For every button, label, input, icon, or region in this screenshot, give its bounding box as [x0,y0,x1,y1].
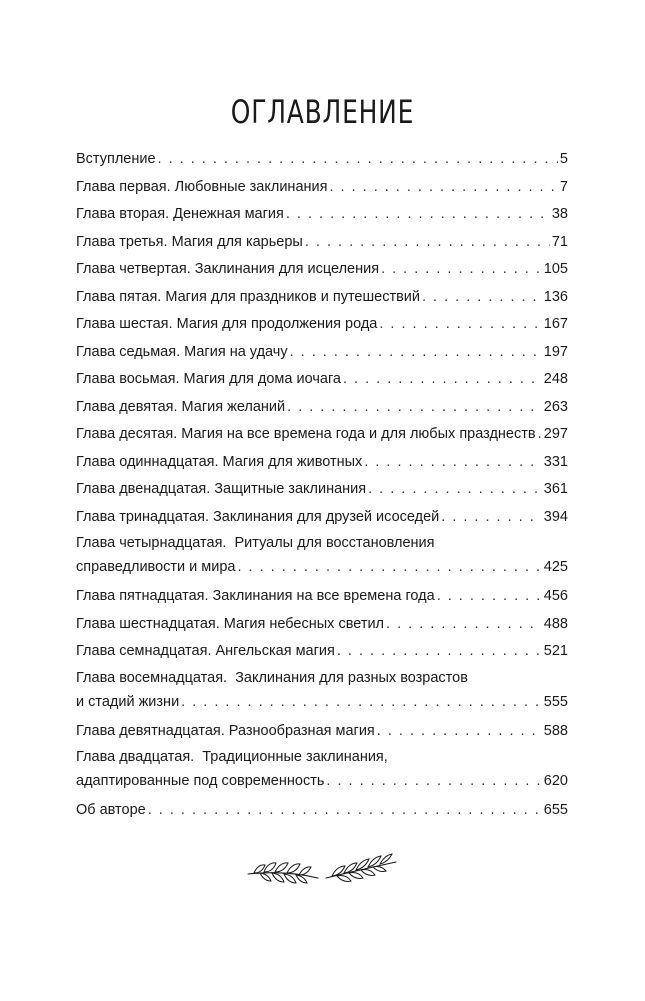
toc-subtitle: Разнообразная магия [228,722,375,739]
toc-entry[interactable] [76,583,568,611]
toc-chapter: Об авторе [76,802,146,818]
dot-leader [422,284,542,312]
toc-entry[interactable] [76,797,568,825]
dot-leader [377,718,542,746]
toc-chapter: Вступление [76,151,156,167]
toc-subtitle: Любовные заклинания [174,178,328,195]
toc-page-number: 105 [543,261,568,277]
toc-subtitle-continuation: адаптированные под современность [76,773,325,789]
toc-subtitle: Магия желаний [181,398,286,415]
toc-chapter: Глава первая. [76,178,171,195]
dot-leader [181,690,542,714]
toc-page-number: 263 [543,398,568,415]
toc-chapter: Глава шестнадцатая. [76,615,220,632]
toc-entry[interactable] [76,745,568,793]
toc-page-number: 331 [543,453,568,470]
laurel-branches-icon [240,848,404,888]
dot-leader [441,504,542,532]
toc-subtitle: Заклинания для разных возрастов [235,669,468,686]
toc-page-number: 555 [543,693,568,710]
toc-chapter: Глава пятнадцатая. [76,588,209,604]
toc-page-number: 297 [543,426,568,442]
dot-leader [329,174,557,202]
toc-subtitle: Денежная магия [173,206,284,222]
toc-entry-second-line [76,555,568,579]
toc-subtitle-continuation: справедливости и мира [76,559,236,575]
toc-chapter: Глава девятая. [76,398,178,415]
toc-entry[interactable] [76,421,568,449]
dot-leader [368,476,542,504]
toc-entry[interactable] [76,284,568,312]
toc-subtitle: Традиционные заклинания, [202,749,388,765]
toc-entry[interactable] [76,229,568,257]
toc-entry[interactable] [76,666,568,714]
toc-subtitle: Ритуалы для восстановления [234,535,435,551]
dot-leader [337,638,542,666]
toc-chapter: Глава восьмая. [76,371,180,387]
page-title: ОГЛАВЛЕНИЕ [230,93,415,132]
toc-chapter: Глава восемнадцатая. [76,669,228,686]
toc-chapter: Глава третья. [76,233,168,250]
toc-entry[interactable] [76,256,568,284]
toc-subtitle: Защитные заклинания [214,481,367,497]
toc-chapter: Глава семнадцатая. [76,643,212,659]
dot-leader [364,449,541,477]
toc-entry[interactable] [76,718,568,746]
dot-leader [290,339,542,367]
toc-page-number: 361 [543,481,568,497]
toc-entry[interactable] [76,611,568,639]
toc-page-number: 167 [543,316,568,332]
toc-entry-first-line [76,745,568,769]
dot-leader [343,366,542,394]
toc-page-number: 588 [543,722,568,739]
toc-subtitle: Магия для карьеры [171,233,303,250]
dot-leader [305,229,550,257]
toc-subtitle: Магия для праздников и путешествий [165,288,420,305]
toc-page-number: 136 [543,288,568,305]
toc-page-number: 521 [543,643,568,659]
toc-chapter: Глава десятая. [76,426,178,442]
toc-subtitle: Магия для продолжения рода [176,316,378,332]
toc-subtitle: Ангельская магия [215,643,335,659]
toc-page-number: 5 [559,151,568,167]
toc-entry-first-line [76,666,568,690]
dot-leader [158,146,558,174]
toc-page-number: 7 [559,178,568,195]
toc-chapter: Глава четырнадцатая. [76,535,227,551]
toc-subtitle: Магия для дома иочага [183,371,341,387]
toc-entry[interactable] [76,339,568,367]
dot-leader [386,611,542,639]
toc-subtitle: Магия небесных светил [223,615,385,632]
toc-page-number: 71 [551,233,568,250]
toc-entry[interactable] [76,449,568,477]
toc-entry[interactable] [76,311,568,339]
toc-subtitle: Заклинания для друзей исоседей [213,508,440,525]
toc-page-number: 488 [543,615,568,632]
toc-chapter: Глава вторая. [76,206,170,222]
toc-subtitle-continuation: и стадий жизни [76,693,180,710]
toc-entry[interactable] [76,394,568,422]
toc-chapter: Глава четвертая. [76,261,191,277]
toc-entry[interactable] [76,146,568,174]
toc-entry[interactable] [76,476,568,504]
dot-leader [437,583,542,611]
toc-subtitle: Магия для животных [222,453,363,470]
toc-page-number: 197 [543,343,568,360]
table-of-contents [76,146,568,825]
toc-page-number: 38 [551,206,568,222]
toc-chapter: Глава одиннадцатая. [76,453,219,470]
dot-leader [148,797,542,825]
toc-subtitle: Магия на все времена года и для любых празднеств [181,426,536,442]
dot-leader [381,256,542,284]
dot-leader [287,394,542,422]
toc-chapter: Глава двадцатая. [76,749,195,765]
toc-entry[interactable] [76,201,568,229]
toc-entry-second-line [76,690,568,714]
toc-entry[interactable] [76,174,568,202]
toc-page-number: 456 [543,588,568,604]
toc-page-number: 655 [543,802,568,818]
toc-entry[interactable] [76,638,568,666]
toc-chapter: Глава девятнадцатая. [76,722,225,739]
toc-page-number: 248 [543,371,568,387]
toc-entry[interactable] [76,531,568,579]
toc-chapter: Глава седьмая. [76,343,181,360]
dot-leader [286,201,550,229]
toc-page-number: 394 [543,508,568,525]
toc-entry-first-line [76,531,568,555]
toc-chapter: Глава тринадцатая. [76,508,210,525]
toc-subtitle: Заклинания для исцеления [194,261,380,277]
toc-page-number: 620 [543,773,568,789]
toc-chapter: Глава пятая. [76,288,162,305]
toc-chapter: Глава шестая. [76,316,173,332]
toc-subtitle: Заклинания на все времена года [212,588,435,604]
dot-leader [326,769,541,793]
toc-subtitle: Магия на удачу [184,343,288,360]
toc-page-number: 425 [543,559,568,575]
dot-leader [238,555,542,579]
toc-chapter: Глава двенадцатая. [76,481,211,497]
dot-leader [538,421,542,449]
toc-entry[interactable] [76,366,568,394]
toc-entry-second-line [76,769,568,793]
dot-leader [379,311,541,339]
toc-entry[interactable] [76,504,568,532]
